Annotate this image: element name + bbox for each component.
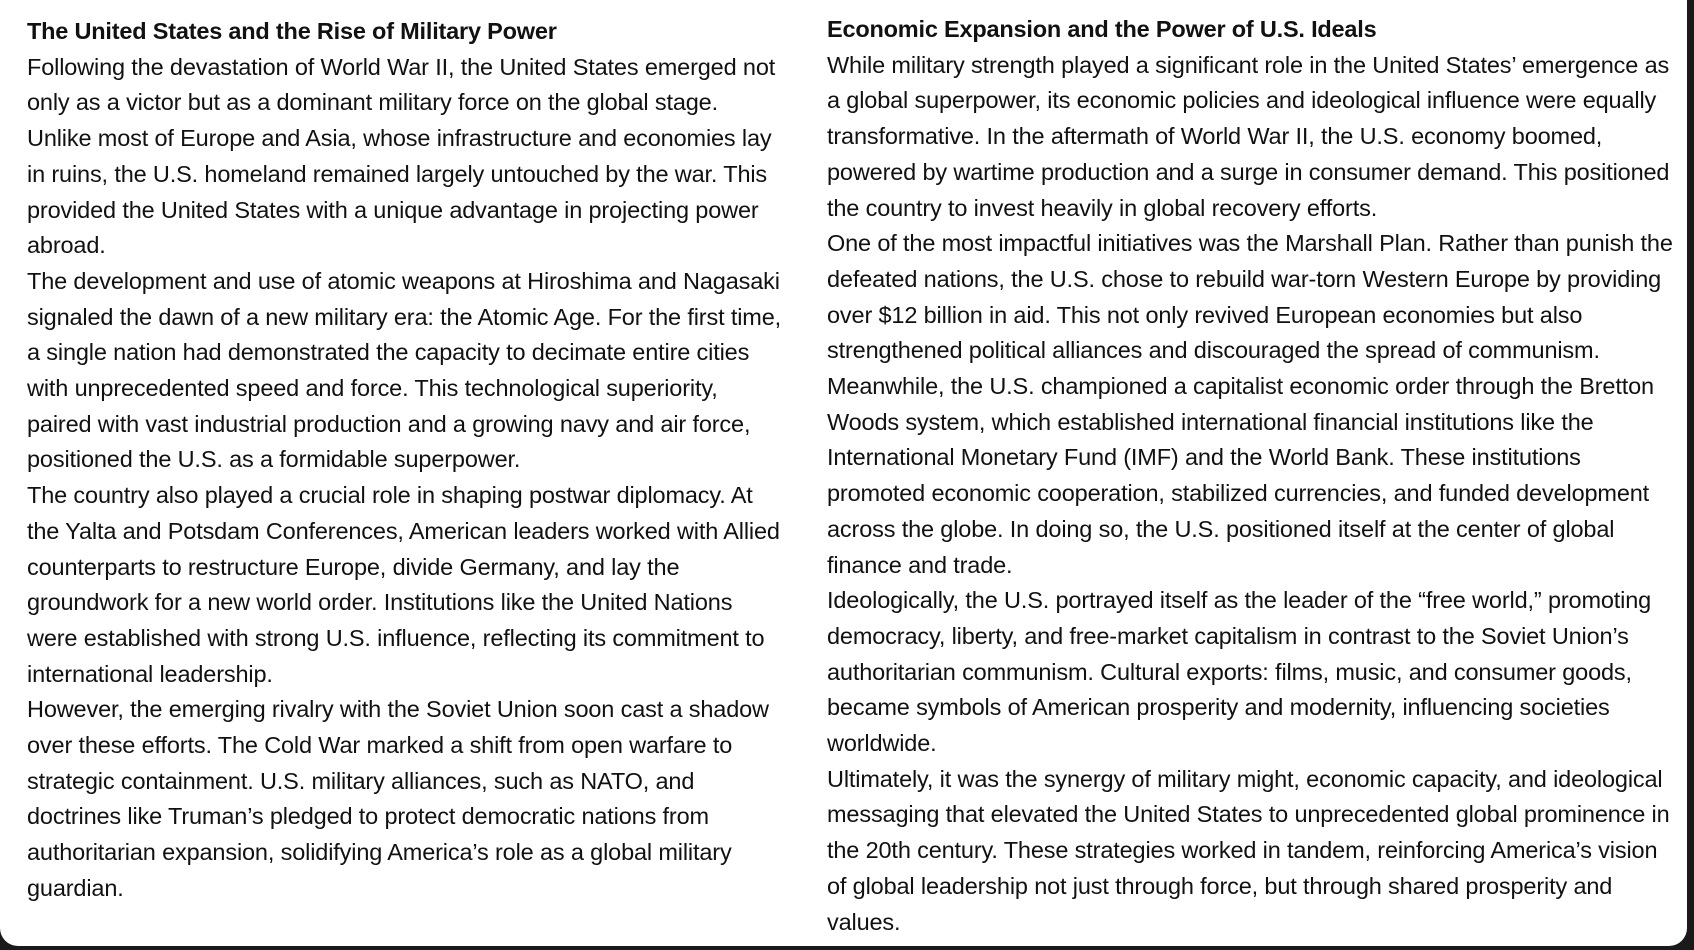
left-section-title: The United States and the Rise of Military Power bbox=[27, 18, 557, 44]
right-paragraph-2: One of the most impactful initiatives was the Marshall Plan. Rather than punish the defeated nations, the U.S. chose to rebuild war-torn Western Europe by providing over $12 billion in aid. This not only revived European economies but also strengthened political alliances and discouraged the spread of communism. Meanwhile, the U.S. championed a capitalist economic order through the Bretton Woods system, which established international financial institutions like the International Monetary Fund (IMF) and the World Bank. These institutions promoted economic cooperation, stabilized currencies, and funded development across the globe. In doing so, the U.S. positioned itself at the center of global finance and trade. bbox=[827, 230, 1673, 578]
left-paragraph-2: The development and use of atomic weapons at Hiroshima and Nagasaki signaled the dawn of a new military era: the Atomic Age. For the first time, a single nation had demonstrated the capacity to decimate entire cities with unprecedented speed and force. This technological superiority, paired with vast industrial production and a growing navy and air force, positioned the U.S. as a formidable superpower. bbox=[27, 267, 782, 473]
right-section-title: Economic Expansion and the Power of U.S. Ideals bbox=[827, 16, 1377, 42]
right-column bbox=[827, 12, 1677, 940]
left-paragraph-3: The country also played a crucial role in shaping postwar diplomacy. At the Yalta and Potsdam Conferences, American leaders worked with Allied counterparts to restructure Europe, divide Germany, and lay the groundwork for a new world order. Institutions like the United Nations were established with strong U.S. influence, reflecting its commitment to international leadership. bbox=[27, 482, 780, 687]
right-paragraph-3: Ideologically, the U.S. portrayed itself as the leader of the “free world,” promoting democracy, liberty, and free-market capitalism in contrast to the Soviet Union’s authoritarian communism. Cultural exports: films, music, and consumer goods, became symbols of American prosperity and modernity, influencing societies worldwide. bbox=[827, 587, 1652, 757]
right-paragraph-4: Ultimately, it was the synergy of military might, economic capacity, and ideological messaging that elevated the United States to unprecedented global prominence in the 20th century. These strategies worked in tandem, reinforcing America’s vision of global leadership not just through force, but through shared prosperity and values. bbox=[827, 765, 1670, 935]
left-paragraph-4: However, the emerging rivalry with the Soviet Union soon cast a shadow over these efforts. The Cold War marked a shift from open warfare to strategic containment. U.S. military alliances, such as NATO, and doctrines like Truman’s pledged to protect democratic nations from authoritarian expansion, solidifying America’s role as a global military guardian. bbox=[27, 696, 769, 901]
right-paragraph-1: While military strength played a significant role in the United States’ emergence as a global superpower, its economic policies and ideological influence were equally transformative. In the aftermath of World War II, the U.S. economy boomed, powered by wartime production and a surge in consumer demand. This positioned the country to invest heavily in global recovery efforts. bbox=[827, 51, 1670, 221]
left-column bbox=[27, 14, 782, 907]
left-paragraph-1: Following the devastation of World War II, the United States emerged not only as a victor but as a dominant military force on the global stage. Unlike most of Europe and Asia, whose infrastructure and economies lay in ruins, the U.S. homeland remained largely untouched by the war. This provided the United States with a unique advantage in projecting power abroad. bbox=[27, 53, 776, 259]
